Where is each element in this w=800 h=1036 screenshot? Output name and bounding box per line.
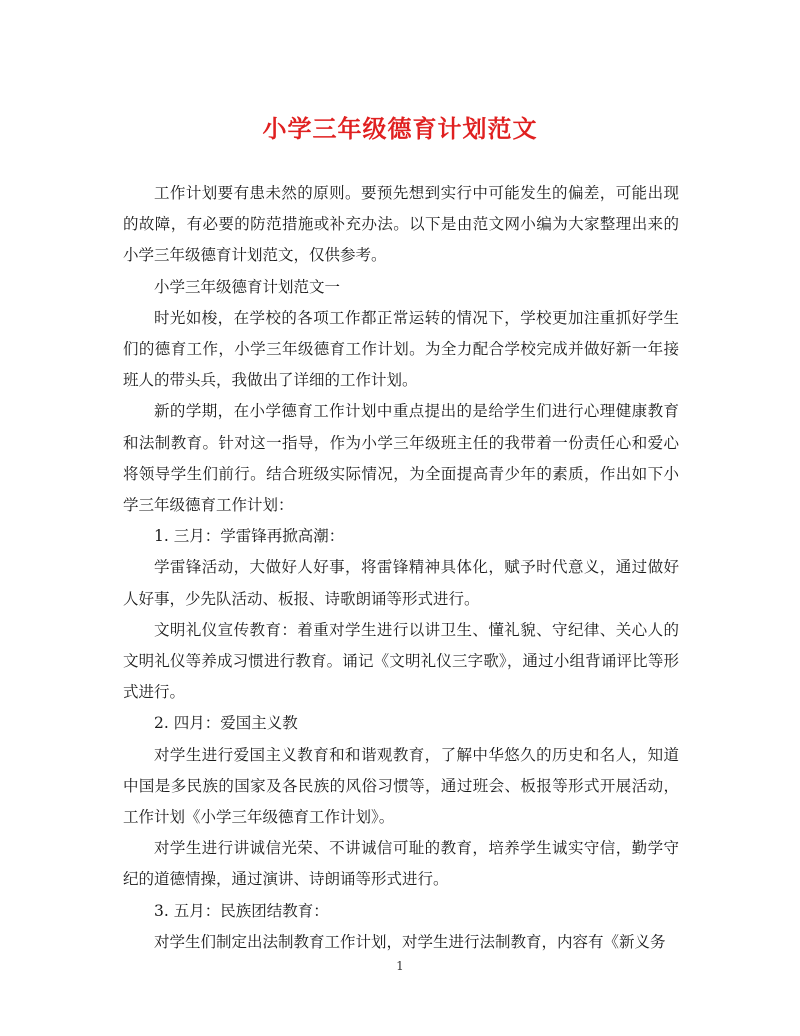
paragraph: 对学生进行爱国主义教育和和谐观教育，了解中华悠久的历史和名人，知道中国是多民族的国家及各民族的风俗习惯等，通过班会、板报等形式开展活动，工作计划《小学三年级德育工作计划》。 bbox=[123, 745, 679, 827]
paragraph: 对学生进行讲诚信光荣、不讲诚信可耻的教育，培养学生诚实守信，勤学守纪的道德情操，通过演讲、诗朗诵等形式进行。 bbox=[123, 839, 679, 889]
paragraph: 对学生们制定出法制教育工作计划，对学生进行法制教育，内容有《新义务 bbox=[154, 932, 666, 951]
paragraph: 新的学期，在小学德育工作计划中重点提出的是给学生们进行心理健康教育和法制教育。针对这一指导，作为小学三年级班主任的我带着一份责任心和爱心将领导学生们前行。结合班级实际情况，为全面提高青少年的素质，作出如下小学三年级德育工作计划： bbox=[123, 402, 679, 515]
document-body bbox=[123, 178, 679, 958]
paragraph: 学雷锋活动，大做好人好事，将雷锋精神具体化，赋予时代意义，通过做好人好事，少先队活动、板报、诗歌朗诵等形式进行。 bbox=[123, 558, 679, 608]
paragraph: 时光如梭，在学校的各项工作都正常运转的情况下，学校更加注重抓好学生们的德育工作，小学三年级德育工作计划。为全力配合学校完成并做好新一年接班人的带头兵，我做出了详细的工作计划。 bbox=[123, 308, 679, 390]
section-heading-sample-one: 小学三年级德育计划范文一 bbox=[154, 277, 341, 296]
item-heading-april: 2. 四月：爱国主义教 bbox=[154, 714, 298, 733]
document-title: 小学三年级德育计划范文 bbox=[262, 114, 538, 143]
paragraph-intro: 工作计划要有患未然的原则。要预先想到实行中可能发生的偏差，可能出现的故障，有必要的防范措施或补充办法。以下是由范文网小编为大家整理出来的小学三年级德育计划范文，仅供参考。 bbox=[123, 184, 679, 265]
paragraph: 文明礼仪宣传教育：着重对学生进行以讲卫生、懂礼貌、守纪律、关心人的文明礼仪等养成习惯进行教育。诵记《文明礼仪三字歌》，通过小组背诵评比等形式进行。 bbox=[123, 620, 679, 702]
item-heading-may: 3. 五月：民族团结教育： bbox=[154, 901, 329, 920]
item-heading-march: 1. 三月：学雷锋再掀高潮： bbox=[154, 527, 345, 546]
page-number: 1 bbox=[396, 959, 404, 973]
